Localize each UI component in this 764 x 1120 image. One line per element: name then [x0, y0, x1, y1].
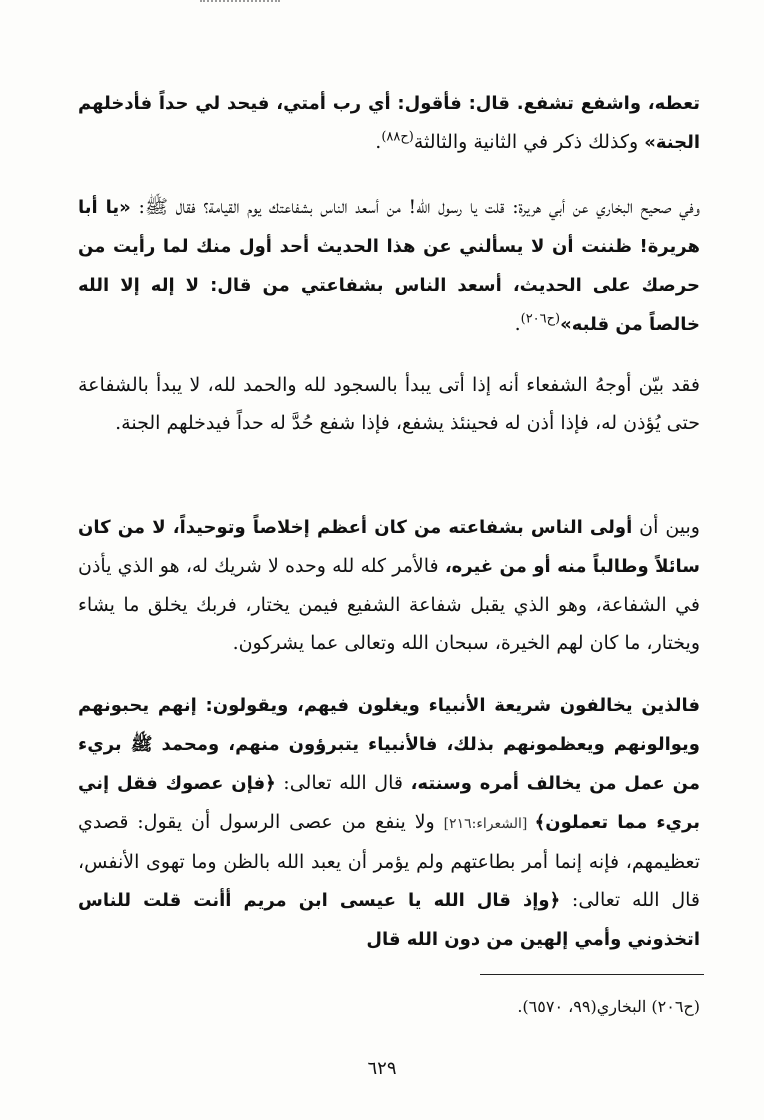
body-text: ولا ينفع من عصى الرسول أن يقول: قصدي تعظيمهم، فإنه إنما أمر بطاعتهم ولم يؤمر أن يعبد الله بالظن وما تهوى الأنفس، قال الله تعالى:: [78, 811, 700, 911]
bold-text: تعطه، واشفع تشفع. قال: فأقول: أي رب أمتي، فيحد لي حداً فأدخلهم الجنة»: [78, 93, 700, 153]
body-text: .: [514, 313, 521, 335]
body-text: قال الله تعالى:: [275, 772, 411, 794]
body-text: وبين أن: [632, 516, 700, 538]
bold-text: ﴿وإذ قال الله يا عيسى ابن مريم أأنت قلت للناس اتخذوني وأمي إلهين من دون الله قال: [78, 890, 700, 950]
paragraph-4: [78, 508, 700, 662]
paragraph-3: [78, 366, 700, 442]
body-text: .: [375, 131, 382, 153]
page-number: ٦٢٩: [367, 1058, 397, 1079]
paragraph-2: [78, 188, 700, 344]
body-text: فقد بيّن أوجهُ الشفعاء أنه إذا أتى يبدأ بالسجود لله والحمد لله، لا يبدأ بالشفاعة حتى يُؤذن له، فإذا أذن له فحينئذ يشفع، فإذا شفع حُدَّ له حداً فيدخلهم الجنة.: [78, 374, 700, 434]
hadith-reference: (ح٨٨): [381, 129, 414, 145]
hadith-reference: (ح٢٠٦): [520, 311, 561, 327]
body-text: وفي صحيح البخاري عن أبي هريرة: قلت يا رسول الله! من أسعد الناس بشفاعتك يوم القيامة؟ فقال ﷺ:: [130, 196, 700, 218]
top-dotted-mark: [200, 0, 280, 5]
body-text: وكذلك ذكر في الثانية والثالثة: [413, 131, 645, 153]
paragraph-1: [78, 84, 700, 162]
bold-text: «يا أبا هريرة! ظننت أن لا يسألني عن هذا الحديث أحد أول منك لما رأيت من حرصك على الحديث، أسعد الناس بشفاعتي من قال: لا إله إلا الله خالصاً من قلبه»: [78, 197, 700, 335]
bold-text: فالذين يخالفون شريعة الأنبياء ويغلون فيهم، ويقولون: إنهم يحبونهم ويوالونهم ويعظمونهم بذلك، فالأنبياء يتبرؤون منهم، ومحمد ﷺ بريء من عمل من يخالف أمره وسنته،: [78, 695, 700, 794]
footnote: (ح٢٠٦) البخاري(٩٩، ٦٥٧٠).: [517, 997, 700, 1016]
paragraph-5: [78, 686, 700, 959]
quran-citation: [الشعراء:٢١٦]: [443, 816, 535, 832]
bold-text: ﴿فإن عصوك فقل إني بريء مما تعملون﴾: [78, 773, 700, 833]
bold-text: أولى الناس بشفاعته من كان أعظم إخلاصاً وتوحيداً، لا من كان سائلاً وطالباً منه أو من غيره،: [78, 517, 700, 577]
body-text: فالأمر كله لله وحده لا شريك له، هو الذي يأذن في الشفاعة، وهو الذي يقبل شفاعة الشفيع فيمن يختار، فربك يخلق ما يشاء ويختار، ما كان لهم الخيرة، سبحان الله وتعالى عما يشركون.: [78, 555, 700, 654]
footnote-separator: [480, 974, 704, 975]
